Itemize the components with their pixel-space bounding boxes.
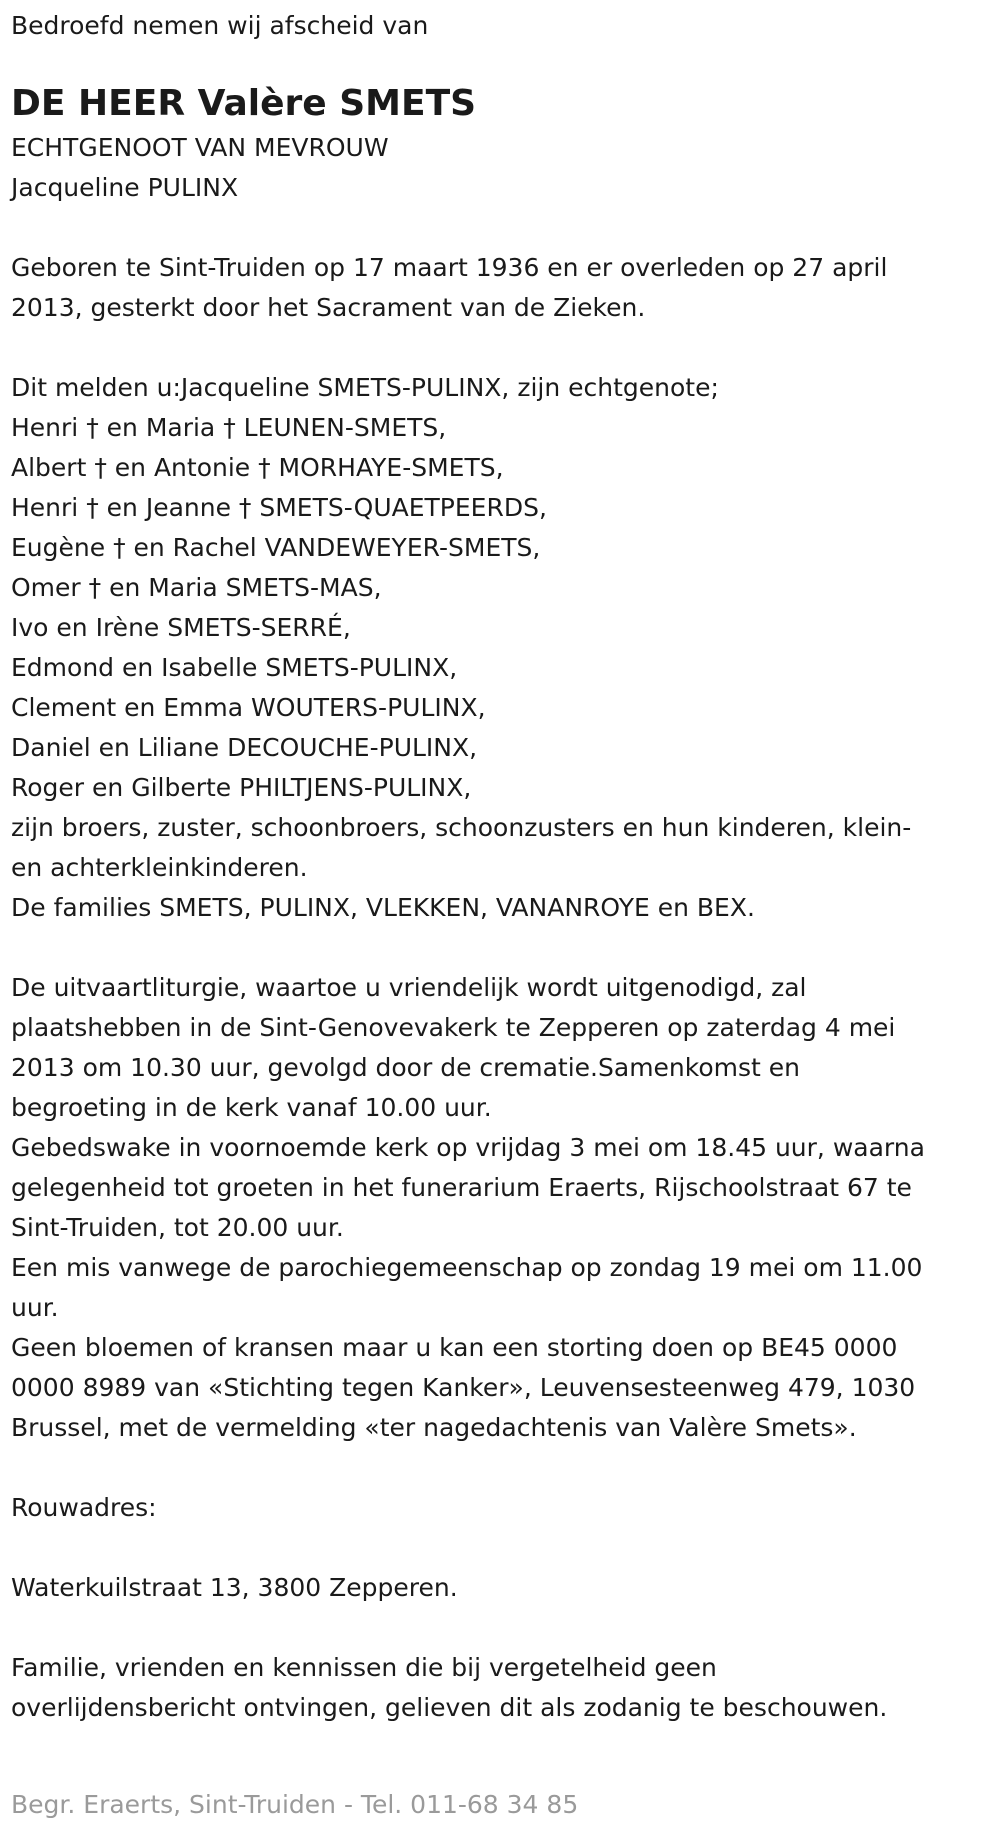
announcer-line: Henri † en Maria † LEUNEN-SMETS,	[11, 413, 447, 442]
spouse-name: Jacqueline PULINX	[11, 173, 239, 202]
undertaker-footer: Begr. Eraerts, Sint-Truiden - Tel. 011-68 34 85	[11, 1790, 579, 1819]
announcer-line: Edmond en Isabelle SMETS-PULINX,	[11, 653, 458, 682]
mass-text: Een mis vanwege de parochiegemeenschap op zondag 19 mei om 11.00 uur.	[11, 1253, 923, 1322]
birth-death-section	[11, 248, 991, 328]
announcer-line: en achterkleinkinderen.	[11, 853, 308, 882]
closing-text: Familie, vrienden en kennissen die bij vergetelheid geen overlijdensbericht ontvingen, gelieven dit als zodanig te beschouwen.	[11, 1653, 888, 1722]
announcer-line: Daniel en Liliane DECOUCHE-PULINX,	[11, 733, 478, 762]
mourning-address: Waterkuilstraat 13, 3800 Zepperen.	[11, 1573, 458, 1602]
announcer-line: Roger en Gilberte PHILTJENS-PULINX,	[11, 773, 472, 802]
closing-section	[11, 1648, 991, 1728]
birth-death-text: Geboren te Sint-Truiden op 17 maart 1936 en er overleden op 27 april 2013, gesterkt door het Sacrament van de Zieken.	[11, 253, 888, 322]
intro-text: Bedroefd nemen wij afscheid van	[11, 11, 429, 40]
funeral-text: De uitvaartliturgie, waartoe u vriendelijk wordt uitgenodigd, zal plaatshebben in de Sint-Genovevakerk te Zepperen op zaterdag 4 mei 2013 om 10.30 uur, gevolgd door de crematie.Samenkomst en begroeting in de kerk vanaf 10.00 uur.	[11, 973, 896, 1122]
announcer-line: Henri † en Jeanne † SMETS-QUAETPEERDS,	[11, 493, 547, 522]
announcer-line: Omer † en Maria SMETS-MAS,	[11, 573, 382, 602]
address-label-section	[11, 1488, 991, 1528]
announcer-line: Ivo en Irène SMETS-SERRÉ,	[11, 613, 351, 642]
address-section	[11, 1568, 991, 1608]
death-notice	[11, 6, 991, 1728]
announcer-line: De families SMETS, PULINX, VLEKKEN, VANANROYE en BEX.	[11, 893, 755, 922]
announcers-list	[11, 368, 991, 928]
announcer-line: Clement en Emma WOUTERS-PULINX,	[11, 693, 486, 722]
announcer-line: Dit melden u:Jacqueline SMETS-PULINX, zijn echtgenote;	[11, 373, 719, 402]
funeral-section	[11, 968, 991, 1448]
deceased-name: DE HEER Valère SMETS	[11, 83, 477, 124]
announcer-line: Eugène † en Rachel VANDEWEYER-SMETS,	[11, 533, 541, 562]
announcer-line: zijn broers, zuster, schoonbroers, schoonzusters en hun kinderen, klein-	[11, 813, 912, 842]
announcer-line: Albert † en Antonie † MORHAYE-SMETS,	[11, 453, 504, 482]
spouse-title: ECHTGENOOT VAN MEVROUW	[11, 133, 389, 162]
vigil-text: Gebedswake in voornoemde kerk op vrijdag 3 mei om 18.45 uur, waarna gelegenheid tot groeten in het funerarium Eraerts, Rijschoolstraat 67 te Sint-Truiden, tot 20.00 uur.	[11, 1133, 925, 1242]
address-label: Rouwadres:	[11, 1493, 157, 1522]
donation-text: Geen bloemen of kransen maar u kan een storting doen op BE45 0000 0000 8989 van «Stichting tegen Kanker», Leuvensesteenweg 479, 1030 Brussel, met de vermelding «ter nagedachtenis van Valère Smets».	[11, 1333, 916, 1442]
